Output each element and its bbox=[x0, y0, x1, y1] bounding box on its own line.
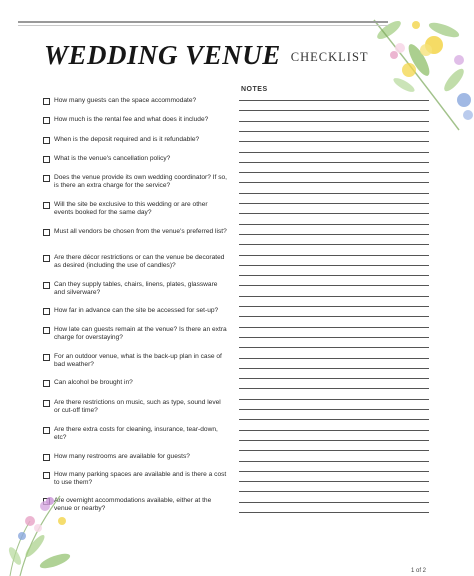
checkbox[interactable] bbox=[43, 137, 50, 144]
notes-line[interactable] bbox=[239, 152, 429, 153]
checkbox[interactable] bbox=[43, 175, 50, 182]
notes-line[interactable] bbox=[239, 131, 429, 132]
checklist-question: How late can guests remain at the venue? Is there an extra charge for overstaying? bbox=[54, 326, 227, 342]
checkbox[interactable] bbox=[43, 380, 50, 387]
checklist-item bbox=[43, 116, 228, 124]
notes-line[interactable] bbox=[239, 481, 429, 482]
notes-line[interactable] bbox=[239, 306, 429, 307]
checkbox[interactable] bbox=[43, 282, 50, 289]
checkbox[interactable] bbox=[43, 454, 50, 461]
notes-line[interactable] bbox=[239, 491, 429, 492]
header-rule bbox=[18, 21, 388, 23]
notes-line[interactable] bbox=[239, 244, 429, 245]
checklist-item bbox=[43, 174, 228, 190]
checklist-question: For an outdoor venue, what is the back-up plan in case of bad weather? bbox=[54, 353, 222, 369]
checklist-item bbox=[43, 201, 228, 217]
document-subtitle: CHECKLIST bbox=[290, 50, 369, 64]
notes-line[interactable] bbox=[239, 419, 429, 420]
notes-line[interactable] bbox=[239, 182, 429, 183]
notes-line[interactable] bbox=[239, 327, 429, 328]
checkbox[interactable] bbox=[43, 98, 50, 105]
checklist-question: What is the venue's cancellation policy? bbox=[54, 155, 171, 162]
checklist-question: Does the venue provide its own wedding coordinator? If so, is there an extra charge for the service? bbox=[54, 174, 228, 190]
notes-line[interactable] bbox=[239, 409, 429, 410]
notes-line[interactable] bbox=[239, 440, 429, 441]
checklist-question: How many restrooms are available for guests? bbox=[54, 453, 190, 460]
checkbox[interactable] bbox=[43, 156, 50, 163]
checklist-question: Are overnight accommodations available, either at the venue or nearby? bbox=[54, 497, 212, 513]
checkbox[interactable] bbox=[43, 202, 50, 209]
notes-line[interactable] bbox=[239, 285, 429, 286]
notes-line[interactable] bbox=[239, 502, 429, 503]
checklist-item bbox=[43, 228, 228, 236]
notes-line[interactable] bbox=[239, 347, 429, 348]
notes-line[interactable] bbox=[239, 110, 429, 111]
floral-illustration-bottom-left bbox=[0, 466, 95, 576]
notes-line[interactable] bbox=[239, 265, 429, 266]
checklist-item bbox=[43, 307, 228, 315]
checklist-item bbox=[43, 254, 228, 270]
notes-line[interactable] bbox=[239, 378, 429, 379]
notes-line[interactable] bbox=[239, 368, 429, 369]
notes-line[interactable] bbox=[239, 461, 429, 462]
notes-line[interactable] bbox=[239, 471, 429, 472]
notes-line[interactable] bbox=[239, 399, 429, 400]
notes-line[interactable] bbox=[239, 275, 429, 276]
notes-line[interactable] bbox=[239, 224, 429, 225]
notes-label: NOTES bbox=[241, 86, 268, 93]
notes-line[interactable] bbox=[239, 162, 429, 163]
checklist-question: How many parking spaces are available and is there a cost to use them? bbox=[54, 471, 227, 487]
checklist-question: Must all vendors be chosen from the venue's preferred list? bbox=[54, 228, 227, 235]
checklist-question: How much is the rental fee and what does it include? bbox=[54, 116, 209, 123]
checklist-item bbox=[43, 281, 228, 297]
notes-line[interactable] bbox=[239, 430, 429, 431]
document-title: WEDDING VENUE bbox=[44, 40, 281, 70]
notes-line[interactable] bbox=[239, 450, 429, 451]
checklist-question: How far in advance can the site be accessed for set-up? bbox=[54, 307, 219, 314]
notes-line[interactable] bbox=[239, 100, 429, 101]
page-number: 1 of 2 bbox=[411, 568, 427, 574]
checkbox[interactable] bbox=[43, 229, 50, 236]
checklist-item bbox=[43, 353, 228, 369]
notes-line[interactable] bbox=[239, 141, 429, 142]
checklist-item bbox=[43, 155, 228, 163]
checkbox[interactable] bbox=[43, 117, 50, 124]
checklist-question: Will the site be exclusive to this wedding or are other events booked for the same day? bbox=[54, 201, 208, 217]
checklist-item bbox=[43, 136, 228, 144]
notes-line[interactable] bbox=[239, 213, 429, 214]
notes-line[interactable] bbox=[239, 358, 429, 359]
checklist-question: Are there extra costs for cleaning, insurance, tear-down, etc? bbox=[54, 426, 218, 442]
checkbox[interactable] bbox=[43, 400, 50, 407]
checklist-item bbox=[43, 399, 228, 415]
notes-line[interactable] bbox=[239, 234, 429, 235]
notes-line[interactable] bbox=[239, 172, 429, 173]
checklist-question: Are there restrictions on music, such as type, sound level or cut-off time? bbox=[54, 399, 221, 415]
notes-line[interactable] bbox=[239, 193, 429, 194]
checklist-question: Can alcohol be brought in? bbox=[54, 379, 133, 386]
checklist-item bbox=[43, 453, 228, 461]
checklist-question: When is the deposit required and is it refundable? bbox=[54, 136, 200, 143]
checklist-question: Can they supply tables, chairs, linens, plates, glassware and silverware? bbox=[54, 281, 218, 297]
notes-line[interactable] bbox=[239, 203, 429, 204]
checklist-item bbox=[43, 97, 228, 105]
checkbox[interactable] bbox=[43, 255, 50, 262]
notes-line[interactable] bbox=[239, 388, 429, 389]
notes-line[interactable] bbox=[239, 121, 429, 122]
checklist-item bbox=[43, 326, 228, 342]
checklist-item bbox=[43, 426, 228, 442]
checklist-question: Are there décor restrictions or can the venue be decorated as desired (including the use of candles)? bbox=[54, 254, 225, 270]
checkbox[interactable] bbox=[43, 427, 50, 434]
checkbox[interactable] bbox=[43, 327, 50, 334]
checklist-item bbox=[43, 379, 228, 387]
header-rule-thin bbox=[18, 25, 388, 26]
checkbox[interactable] bbox=[43, 354, 50, 361]
checklist-question: How many guests can the space accommodate? bbox=[54, 97, 197, 104]
notes-line[interactable] bbox=[239, 512, 429, 513]
notes-line[interactable] bbox=[239, 316, 429, 317]
notes-line[interactable] bbox=[239, 337, 429, 338]
notes-line[interactable] bbox=[239, 255, 429, 256]
checkbox[interactable] bbox=[43, 308, 50, 315]
document-heading bbox=[44, 40, 369, 71]
notes-line[interactable] bbox=[239, 296, 429, 297]
